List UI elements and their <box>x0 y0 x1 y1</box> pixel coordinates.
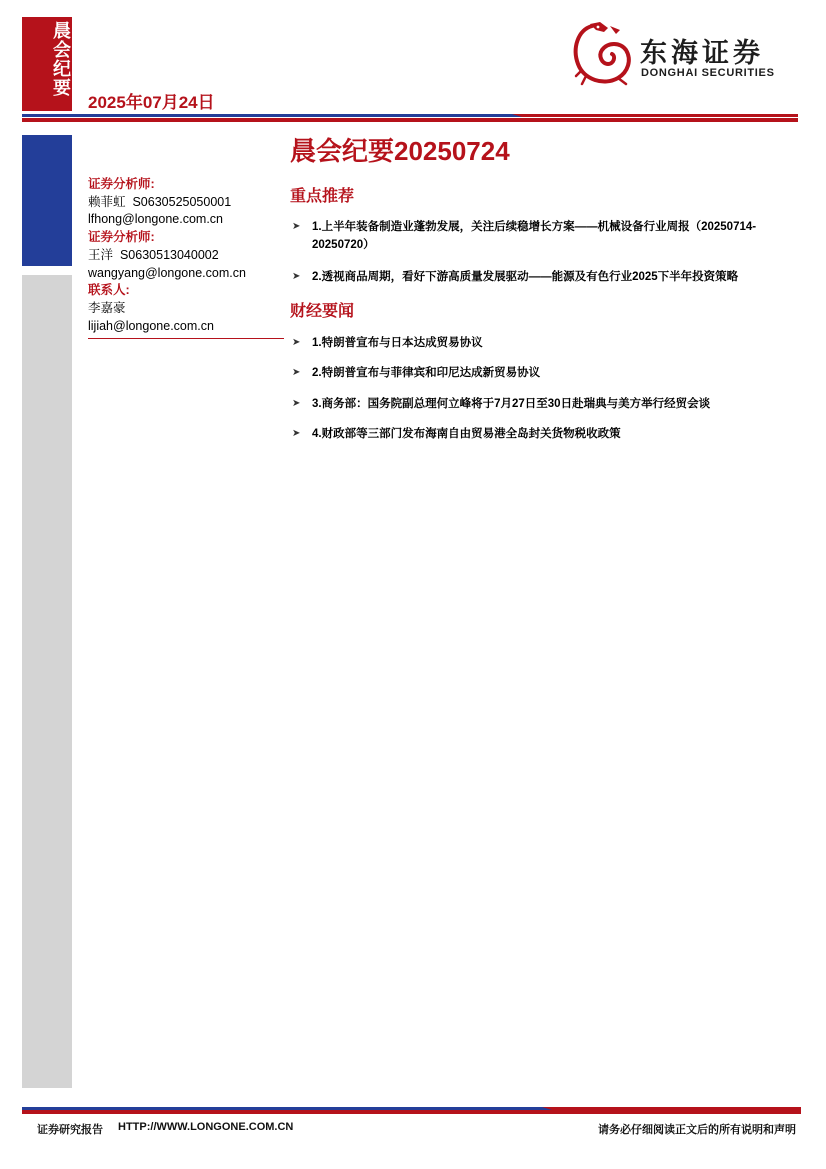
analyst-1-label: 证券分析师: <box>88 177 155 191</box>
company-logo <box>570 20 800 90</box>
arrow-bullet-icon: ➤ <box>292 271 301 282</box>
arrow-bullet-icon: ➤ <box>292 367 301 378</box>
section-heading-key-recommendations: 重点推荐 <box>290 188 355 205</box>
news-item-4-text: 4.财政部等三部门发布海南自由贸易港全岛封关货物税收政策 <box>312 428 621 440</box>
recommendation-item-1-line2: 20250720） <box>312 239 375 251</box>
news-item-1[interactable] <box>292 334 802 352</box>
contact-name: 李嘉豪 <box>88 300 126 315</box>
news-item-1-text: 1.特朗普宣布与日本达成贸易协议 <box>312 337 483 349</box>
footer-disclaimer-note: 请务必仔细阅读正文后的所有说明和声明 <box>598 1124 796 1136</box>
news-item-3-text: 3.商务部：国务院副总理何立峰将于7月27日至30日赴瑞典与美方举行经贸会谈 <box>312 398 711 410</box>
recommendation-item-2-line1: 2.透视商品周期，看好下游高质量发展驱动——能源及有色行业2025下半年投资策略 <box>312 271 739 283</box>
arrow-bullet-icon: ➤ <box>292 221 301 232</box>
page-title: 晨会纪要20250724 <box>290 136 510 166</box>
analyst-2-cert: S0630513040002 <box>119 247 219 262</box>
footer-divider <box>22 1107 801 1117</box>
footer-report-type: 证券研究报告 <box>37 1124 103 1136</box>
arrow-bullet-icon: ➤ <box>292 337 301 348</box>
recommendation-item-1-line1: 1.上半年装备制造业蓬勃发展，关注后续稳增长方案——机械设备行业周报（20250714- <box>312 221 757 233</box>
recommendation-item-1[interactable] <box>292 218 802 254</box>
news-item-2-text: 2.特朗普宣布与菲律宾和印尼达成新贸易协议 <box>312 367 541 379</box>
report-type-tag <box>22 17 72 111</box>
analyst-2-label: 证券分析师: <box>88 230 155 245</box>
contact-label: 联系人: <box>88 283 130 298</box>
contact-email[interactable]: lijiah@longone.com.cn <box>88 318 214 333</box>
section-heading-finance-news: 财经要闻 <box>290 303 355 320</box>
arrow-bullet-icon: ➤ <box>292 428 301 439</box>
recommendation-item-2[interactable] <box>292 268 802 286</box>
report-type-tag-text: 晨会纪要 <box>51 21 71 97</box>
news-item-2[interactable] <box>292 364 802 382</box>
arrow-bullet-icon: ➤ <box>292 398 301 409</box>
logo-english-name: DONGHAI SECURITIES <box>641 67 775 79</box>
analyst-1-email[interactable]: lfhong@longone.com.cn <box>88 212 223 227</box>
sidebar-gray-block <box>22 275 72 1088</box>
logo-chinese-name: 东海证券 <box>640 38 764 69</box>
news-item-4[interactable] <box>292 425 802 443</box>
analyst-1-info <box>88 194 288 212</box>
analyst-2-info <box>88 247 288 265</box>
header-divider <box>22 114 798 124</box>
analyst-1-name: 赖菲虹 <box>88 194 126 209</box>
report-date: 2025年07月24日 <box>88 93 215 112</box>
dragon-logo-icon <box>570 20 636 90</box>
analyst-2-name: 王洋 <box>88 247 114 262</box>
analyst-divider <box>88 338 284 339</box>
news-item-3[interactable] <box>292 395 802 413</box>
analyst-2-email[interactable]: wangyang@longone.com.cn <box>88 265 246 280</box>
footer-website-link[interactable]: HTTP://WWW.LONGONE.COM.CN <box>118 1121 294 1133</box>
analyst-1-cert: S0630525050001 <box>132 194 232 209</box>
sidebar-blue-block <box>22 135 72 266</box>
analyst-panel <box>88 176 288 335</box>
